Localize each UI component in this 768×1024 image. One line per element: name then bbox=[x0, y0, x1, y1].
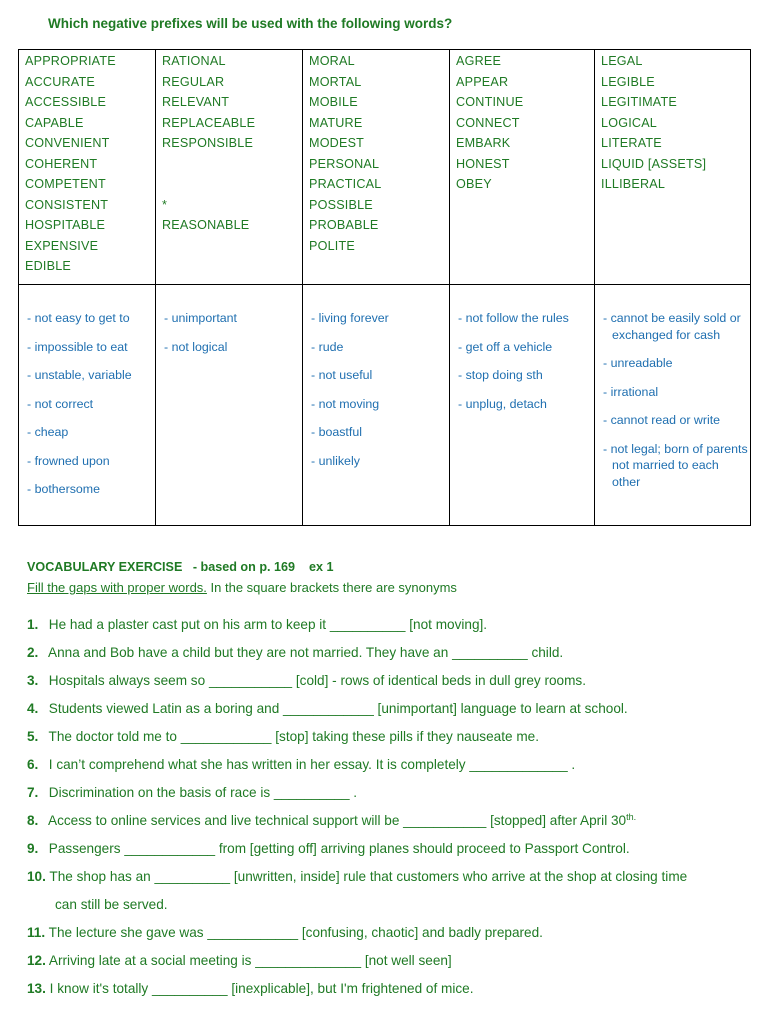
meaning-item: - stop doing sth bbox=[458, 368, 543, 382]
sentence-number: 7. bbox=[27, 785, 39, 800]
word-item: POSSIBLE bbox=[309, 197, 373, 212]
word-item: CONTINUE bbox=[456, 95, 524, 109]
word-item: MOBILE bbox=[309, 95, 358, 109]
meaning-item: - not useful bbox=[311, 368, 373, 382]
meaning-item: - impossible to eat bbox=[27, 339, 128, 354]
continuation-text: can still be served. bbox=[55, 897, 168, 912]
page-heading: Which negative prefixes will be used with the following words? bbox=[48, 16, 453, 31]
word-item: HOSPITABLE bbox=[25, 218, 106, 232]
sentence-text: Hospitals always seem so ___________ [cold] - rows of identical beds in dull grey rooms. bbox=[45, 673, 587, 688]
superscript: th. bbox=[626, 812, 637, 822]
exercise-sentence bbox=[27, 919, 757, 947]
word-item: ACCESSIBLE bbox=[25, 95, 107, 109]
word-item: RELEVANT bbox=[162, 95, 230, 109]
sentence-number: 5. bbox=[27, 729, 39, 744]
exercise-sentence bbox=[27, 611, 757, 639]
word-item: LITERATE bbox=[601, 136, 662, 150]
word-item: PROBABLE bbox=[309, 218, 379, 232]
meaning-item: - get off a vehicle bbox=[458, 339, 553, 354]
meaning-item: - not legal; born of parents not married to each other bbox=[603, 441, 748, 489]
meanings-row bbox=[19, 285, 751, 526]
sentence-number: 3. bbox=[27, 673, 39, 688]
word-item: EXPENSIVE bbox=[25, 238, 99, 253]
sentence-number: 2. bbox=[27, 645, 39, 660]
word-item: POLITE bbox=[309, 238, 355, 253]
sentence-text: The doctor told me to ____________ [stop] taking these pills if they nauseate me. bbox=[45, 729, 539, 744]
word-item: APPEAR bbox=[456, 74, 509, 89]
meanings-cell-1 bbox=[19, 285, 156, 526]
sentence-text: Anna and Bob have a child but they are not married. They have an __________ child. bbox=[45, 645, 564, 660]
sentence-number: 9. bbox=[27, 841, 39, 856]
word-item: * bbox=[162, 197, 168, 212]
sentence-list bbox=[27, 611, 757, 1003]
meaning-item: - unreadable bbox=[603, 356, 673, 370]
sentence-text: I know it's totally __________ [inexplicable], but I'm frightened of mice. bbox=[45, 981, 474, 996]
meaning-item: - not correct bbox=[27, 396, 94, 411]
sentence-text: Arriving late at a social meeting is ______________ [not well seen] bbox=[45, 953, 452, 968]
word-item: LEGIBLE bbox=[601, 74, 655, 89]
word-item: COMPETENT bbox=[25, 177, 106, 191]
word-item: RESPONSIBLE bbox=[162, 136, 254, 150]
instruction-underlined: Fill the gaps with proper words. bbox=[27, 580, 207, 595]
meaning-item: - rude bbox=[311, 339, 344, 354]
meaning-item: - boastful bbox=[311, 425, 362, 439]
word-item: APPROPRIATE bbox=[25, 54, 116, 68]
meaning-item: - unlikely bbox=[311, 453, 360, 468]
words-cell-3 bbox=[303, 50, 450, 285]
sentence-number: 6. bbox=[27, 757, 39, 772]
meaning-list bbox=[156, 285, 302, 355]
words-row bbox=[19, 50, 751, 285]
meanings-cell-3 bbox=[303, 285, 450, 526]
meaning-item: - living forever bbox=[311, 311, 389, 325]
meaning-list bbox=[19, 285, 155, 498]
meanings-cell-4 bbox=[450, 285, 595, 526]
words-cell-2 bbox=[156, 50, 303, 285]
exercise-sentence bbox=[27, 835, 757, 863]
word-item: EMBARK bbox=[456, 136, 511, 150]
meaning-item: - frowned upon bbox=[27, 453, 110, 468]
word-item: LEGAL bbox=[601, 54, 643, 68]
sentence-continuation bbox=[27, 891, 757, 919]
word-item: ILLIBERAL bbox=[601, 177, 666, 191]
meaning-item: - irrational bbox=[603, 384, 659, 399]
meaning-item: - unimportant bbox=[164, 311, 238, 325]
word-item: CONNECT bbox=[456, 115, 520, 130]
word-item: PRACTICAL bbox=[309, 177, 382, 191]
word-item: EDIBLE bbox=[25, 259, 71, 273]
word-item: LEGITIMATE bbox=[601, 95, 677, 109]
sentence-text: Passengers ____________ from [getting off] arriving planes should proceed to Passport Control. bbox=[45, 841, 630, 856]
exercise-instruction bbox=[27, 580, 457, 595]
word-item: CONVENIENT bbox=[25, 136, 110, 150]
sentence-number: 4. bbox=[27, 701, 39, 716]
word-item: COHERENT bbox=[25, 156, 98, 171]
word-list bbox=[450, 50, 594, 195]
sentence-text: I can’t comprehend what she has written in her essay. It is completely _____________ . bbox=[45, 757, 576, 772]
word-item: HONEST bbox=[456, 156, 510, 171]
instruction-rest: In the square brackets there are synonyms bbox=[206, 580, 457, 595]
word-item: REGULAR bbox=[162, 74, 225, 89]
exercise-sentence bbox=[27, 751, 757, 779]
word-list bbox=[156, 50, 302, 236]
meaning-item: - not moving bbox=[311, 396, 380, 411]
word-item: CAPABLE bbox=[25, 115, 84, 130]
word-item: REASONABLE bbox=[162, 218, 250, 232]
exercise-sentence bbox=[27, 695, 757, 723]
meaning-item: - not logical bbox=[164, 339, 228, 354]
sentence-text: Students viewed Latin as a boring and ____________ [unimportant] language to learn at school. bbox=[45, 701, 628, 716]
meaning-item: - unplug, detach bbox=[458, 396, 547, 411]
prefix-table bbox=[18, 49, 751, 526]
word-list bbox=[303, 50, 449, 256]
word-item: OBEY bbox=[456, 177, 492, 191]
sentence-number: 1. bbox=[27, 617, 39, 632]
word-item bbox=[162, 174, 302, 195]
meaning-list bbox=[450, 285, 594, 412]
meaning-item: - cheap bbox=[27, 425, 69, 439]
meaning-item: - cannot read or write bbox=[603, 413, 721, 427]
sentence-number: 10. bbox=[27, 869, 46, 884]
word-item: MATURE bbox=[309, 115, 363, 130]
word-item: MORAL bbox=[309, 54, 355, 68]
word-item: PERSONAL bbox=[309, 156, 380, 171]
exercise-sentence bbox=[27, 863, 757, 891]
word-item: REPLACEABLE bbox=[162, 115, 256, 130]
word-item: AGREE bbox=[456, 54, 502, 68]
meanings-cell-5 bbox=[595, 285, 751, 526]
sentence-text: The shop has an __________ [unwritten, inside] rule that customers who arrive at the shop at closing time bbox=[45, 869, 688, 884]
exercise-sentence bbox=[27, 639, 757, 667]
word-item: RATIONAL bbox=[162, 54, 226, 68]
meaning-item: - cannot be easily sold or exchanged for cash bbox=[603, 311, 741, 342]
sentence-number: 12. bbox=[27, 953, 46, 968]
word-item: ACCURATE bbox=[25, 74, 95, 89]
sentence-text: He had a plaster cast put on his arm to keep it __________ [not moving]. bbox=[45, 617, 488, 632]
meaning-item: - unstable, variable bbox=[27, 368, 132, 382]
exercise-sentence bbox=[27, 723, 757, 751]
word-list bbox=[595, 50, 750, 195]
meaning-item: - not follow the rules bbox=[458, 311, 569, 325]
sentence-number: 11. bbox=[27, 925, 46, 940]
word-item: MORTAL bbox=[309, 74, 362, 89]
exercise-title: VOCABULARY EXERCISE - based on p. 169 ex 1 bbox=[27, 560, 334, 574]
exercise-sentence bbox=[27, 975, 757, 1003]
meaning-list bbox=[595, 285, 750, 490]
exercise-sentence bbox=[27, 947, 757, 975]
word-item bbox=[162, 154, 302, 175]
word-item: CONSISTENT bbox=[25, 197, 109, 212]
meanings-cell-2 bbox=[156, 285, 303, 526]
words-cell-1 bbox=[19, 50, 156, 285]
meaning-list bbox=[303, 285, 449, 469]
word-item: LOGICAL bbox=[601, 115, 657, 130]
words-cell-5 bbox=[595, 50, 751, 285]
sentence-number: 8. bbox=[27, 813, 39, 828]
sentence-text: Access to online services and live technical support will be ___________ [stopped] after April 30 bbox=[45, 813, 627, 828]
exercise-sentence bbox=[27, 667, 757, 695]
exercise-sentence bbox=[27, 779, 757, 807]
sentence-text: Discrimination on the basis of race is __________ . bbox=[45, 785, 358, 800]
sentence-number: 13. bbox=[27, 981, 46, 996]
word-list bbox=[19, 50, 155, 277]
meaning-item: - not easy to get to bbox=[27, 311, 130, 325]
word-item: LIQUID [ASSETS] bbox=[601, 156, 707, 171]
sentence-text: The lecture she gave was ____________ [confusing, chaotic] and badly prepared. bbox=[45, 925, 543, 940]
meaning-item: - bothersome bbox=[27, 482, 101, 496]
word-item: MODEST bbox=[309, 136, 365, 150]
words-cell-4 bbox=[450, 50, 595, 285]
exercise-sentence bbox=[27, 807, 757, 835]
